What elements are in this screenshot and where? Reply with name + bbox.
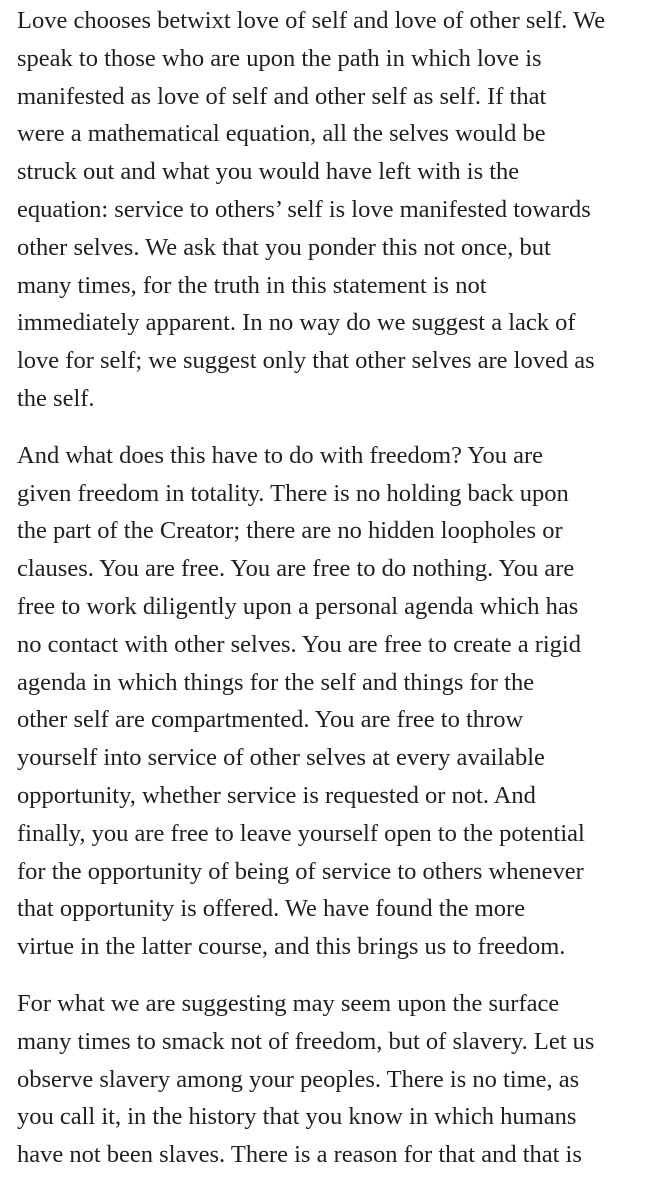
text-line: many times to smack not of freedom, but of slavery. Let us xyxy=(17,1027,595,1055)
text-line: And what does this have to do with freedom? You are xyxy=(17,441,543,469)
text-line: observe slavery among your peoples. There is no time, as xyxy=(17,1065,580,1093)
text-line: agenda in which things for the self and things for the xyxy=(17,668,535,696)
text-line: given freedom in totality. There is no holding back upon xyxy=(17,479,569,507)
text-line: For what we are suggesting may seem upon the surface xyxy=(17,989,560,1017)
text-line: for the opportunity of being of service to others whenever xyxy=(17,857,584,885)
text-line: the self. xyxy=(17,384,95,412)
text-line: immediately apparent. In no way do we suggest a lack of xyxy=(17,309,576,337)
text-line: yourself into service of other selves at every available xyxy=(17,744,545,772)
text-line: you call it, in the history that you know in which humans xyxy=(17,1103,577,1131)
text-line: other selves. We ask that you ponder this not once, but xyxy=(17,233,551,261)
paragraph-slavery xyxy=(17,985,657,1174)
text-line: equation: service to others’ self is love manifested towards xyxy=(17,195,591,223)
text-line: were a mathematical equation, all the selves would be xyxy=(17,120,546,148)
document-body xyxy=(17,2,657,1193)
paragraph-freedom xyxy=(17,437,657,966)
text-line: virtue in the latter course, and this brings us to freedom. xyxy=(17,933,566,961)
text-line: have not been slaves. There is a reason for that and that is xyxy=(17,1141,582,1169)
paragraph-love-chooses xyxy=(17,2,657,418)
text-line: love for self; we suggest only that other selves are loved as xyxy=(17,347,595,375)
text-line: finally, you are free to leave yourself open to the potential xyxy=(17,819,585,847)
text-line: that opportunity is offered. We have found the more xyxy=(17,895,526,923)
text-line: the part of the Creator; there are no hidden loopholes or xyxy=(17,517,563,545)
text-line: struck out and what you would have left with is the xyxy=(17,158,520,186)
text-line: Love chooses betwixt love of self and love of other self. We xyxy=(17,7,606,34)
text-line: manifested as love of self and other self as self. If that xyxy=(17,82,547,110)
text-line: speak to those who are upon the path in which love is xyxy=(17,44,542,72)
text-line: other self are compartmented. You are free to throw xyxy=(17,706,524,734)
text-line: many times, for the truth in this statement is not xyxy=(17,271,487,299)
text-line: no contact with other selves. You are free to create a rigid xyxy=(17,630,581,658)
text-line: opportunity, whether service is requested or not. And xyxy=(17,781,536,809)
text-line: clauses. You are free. You are free to do nothing. You are xyxy=(17,555,575,583)
text-line: free to work diligently upon a personal agenda which has xyxy=(17,592,579,620)
